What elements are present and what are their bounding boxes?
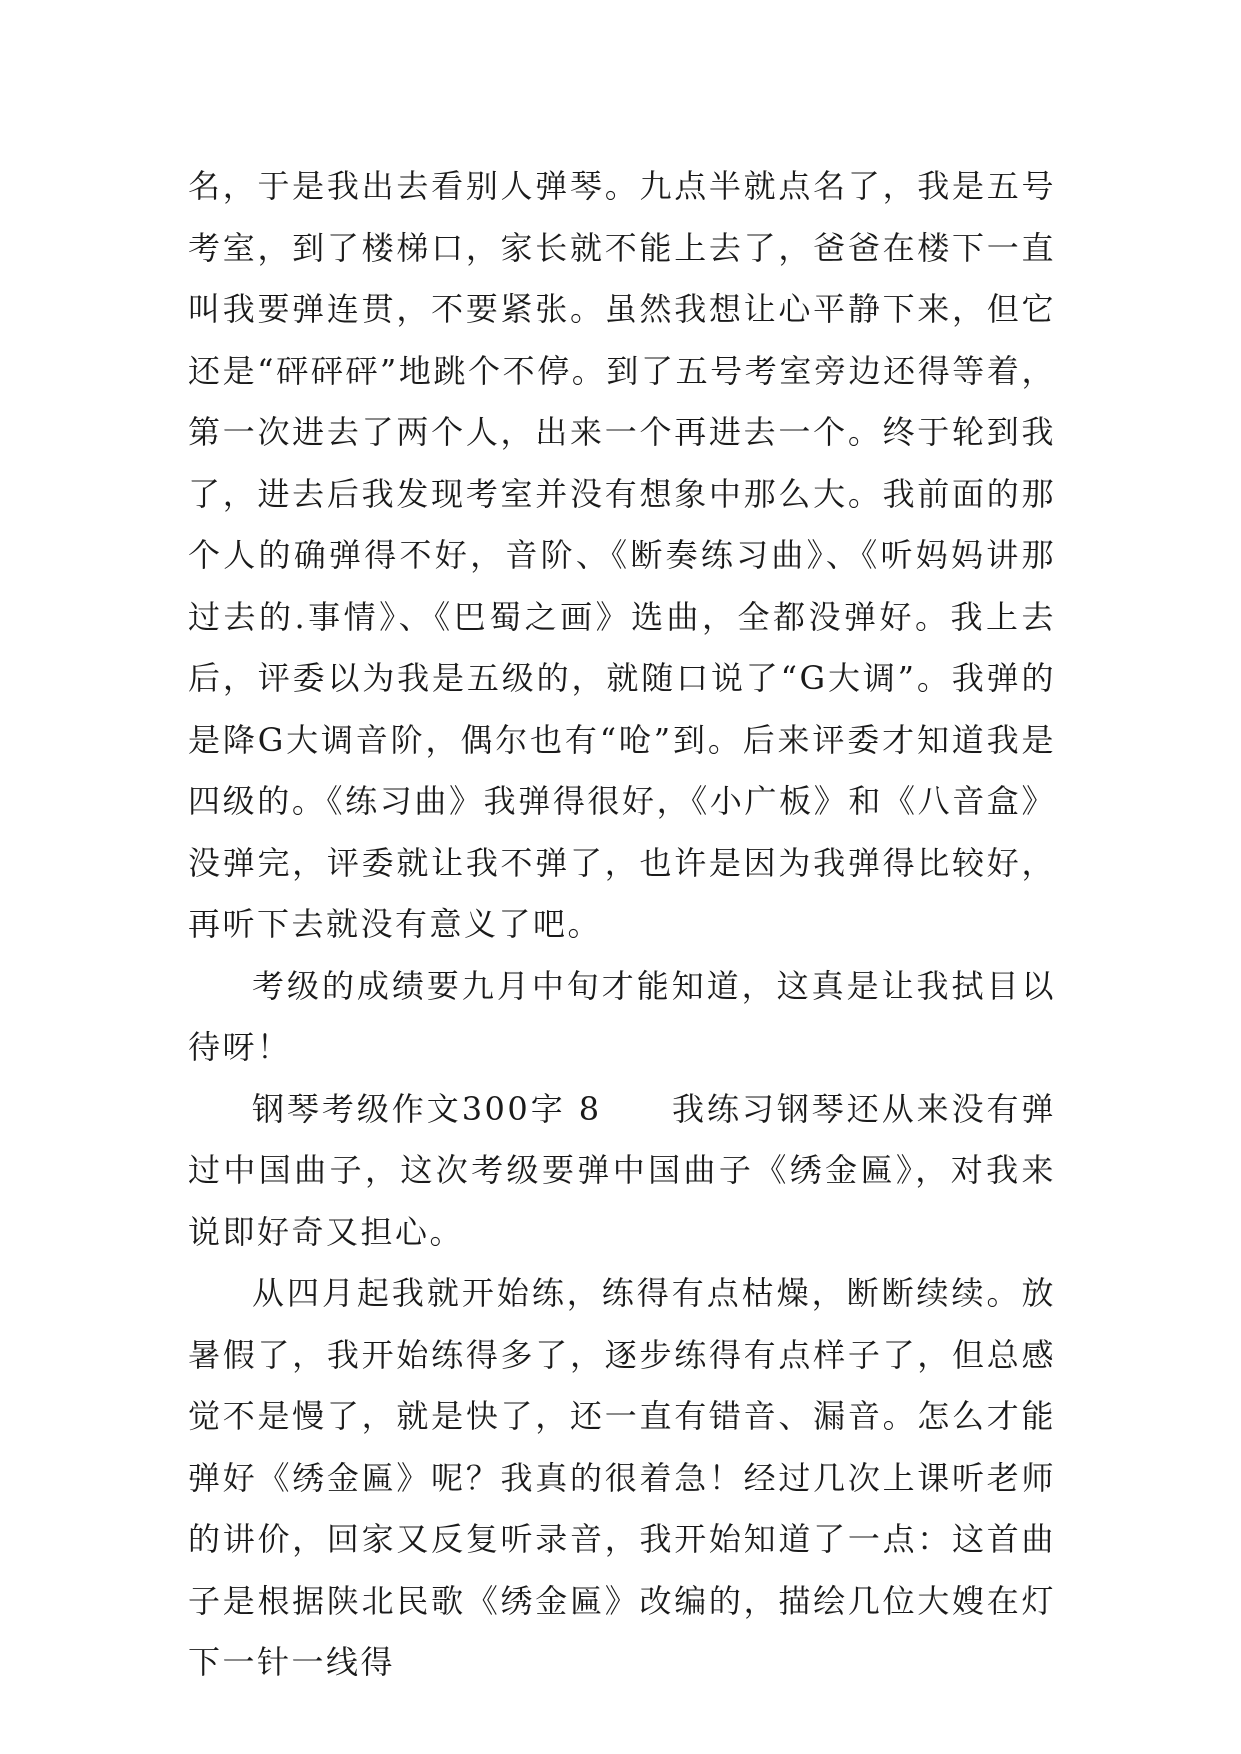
paragraph-3: 钢琴考级作文300字 8 我练习钢琴还从来没有弹过中国曲子，这次考级要弹中国曲子《绣金匾》，对我来说即好奇又担心。 <box>188 1089 1056 1251</box>
document-body <box>188 156 1056 1694</box>
paragraph-2: 考级的成绩要九月中旬才能知道，这真是让我拭目以待呀！ <box>188 966 1056 1066</box>
paragraph-4: 从四月起我就开始练，练得有点枯燥，断断续续。放暑假了，我开始练得多了，逐步练得有点样子了，但总感觉不是慢了，就是快了，还一直有错音、漏音。怎么才能弹好《绣金匾》呢？我真的很着急！经过几次上课听老师的讲价，回家又反复听录音，我开始知道了一点：这首曲子是根据陕北民歌《绣金匾》改编的，描绘几位大嫂在灯下一针一线得 <box>188 1274 1056 1681</box>
paragraph-1: 名，于是我出去看别人弹琴。九点半就点名了，我是五号考室，到了楼梯口，家长就不能上去了，爸爸在楼下一直叫我要弹连贯，不要紧张。虽然我想让心平静下来，但它还是“砰砰砰”地跳个不停。到了五号考室旁边还得等着，第一次进去了两个人，出来一个再进去一个。终于轮到我了，进去后我发现考室并没有想象中那么大。我前面的那个人的确弹得不好，音阶、《断奏练习曲》、《听妈妈讲那过去的.事情》、《巴蜀之画》选曲，全都没弹好。我上去后，评委以为我是五级的，就随口说了“G大调”。我弹的是降G大调音阶，偶尔也有“呛”到。后来评委才知道我是四级的。《练习曲》我弹得很好，《小广板》和《八音盒》没弹完，评委就让我不弹了，也许是因为我弹得比较好，再听下去就没有意义了吧。 <box>188 167 1056 943</box>
